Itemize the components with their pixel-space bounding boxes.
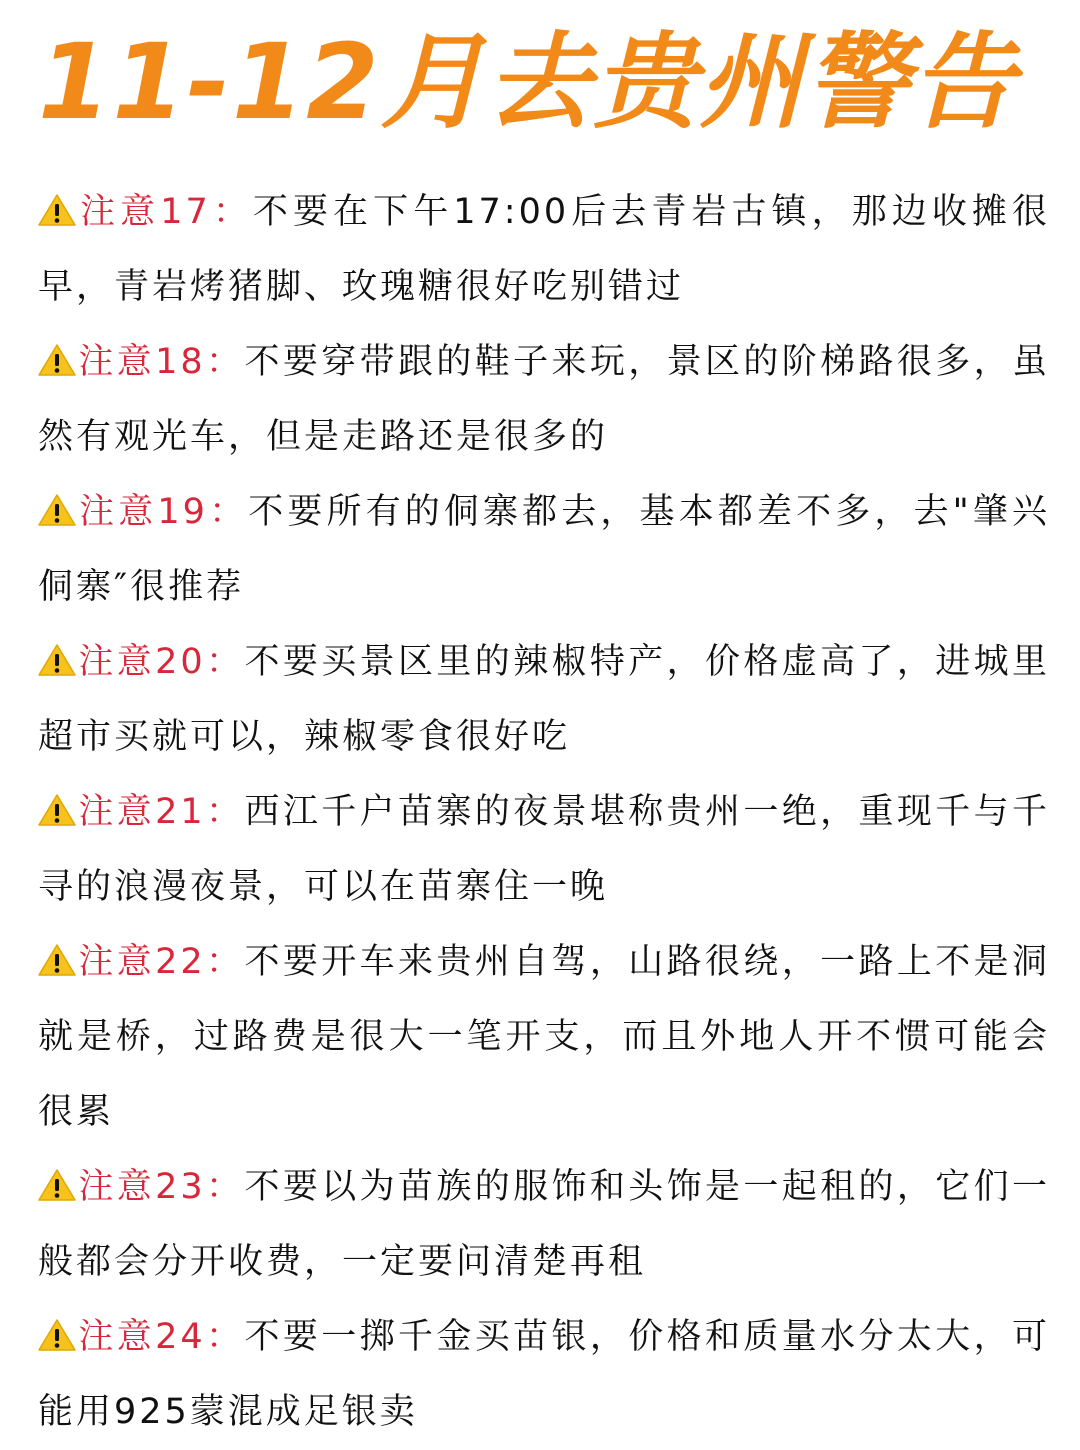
warning-icon bbox=[38, 494, 76, 526]
tip-label: 注意21： bbox=[78, 792, 245, 832]
tip-item bbox=[38, 925, 1050, 1150]
tip-label: 注意17： bbox=[78, 192, 253, 232]
tip-label: 注意24： bbox=[78, 1317, 245, 1357]
tip-text: 不要所有的侗寨都去，基本都差不多，去"肇兴侗寨″很推荐 bbox=[38, 492, 1050, 607]
tips-list bbox=[38, 175, 1050, 1450]
tip-text: 不要一掷千金买苗银，价格和质量水分太大，可能用925蒙混成足银卖 bbox=[38, 1317, 1050, 1432]
warning-icon bbox=[38, 344, 76, 376]
warning-icon bbox=[38, 794, 76, 826]
tip-text: 不要在下午17:00后去青岩古镇，那边收摊很早，青岩烤猪脚、玫瑰糖很好吃别错过 bbox=[38, 192, 1050, 307]
tip-item bbox=[38, 325, 1050, 475]
tip-label: 注意20： bbox=[78, 642, 245, 682]
warning-icon bbox=[38, 944, 76, 976]
tip-text: 不要买景区里的辣椒特产，价格虚高了，进城里超市买就可以，辣椒零食很好吃 bbox=[38, 642, 1050, 757]
warning-icon bbox=[38, 1319, 76, 1351]
warning-icon bbox=[38, 194, 76, 226]
tip-item bbox=[38, 475, 1050, 625]
tip-item bbox=[38, 175, 1050, 325]
tip-item bbox=[38, 775, 1050, 925]
tip-text: 不要以为苗族的服饰和头饰是一起租的，它们一般都会分开收费，一定要问清楚再租 bbox=[38, 1167, 1050, 1282]
tip-item bbox=[38, 1150, 1050, 1300]
tip-text: 不要穿带跟的鞋子来玩，景区的阶梯路很多，虽然有观光车，但是走路还是很多的 bbox=[38, 342, 1050, 457]
warning-icon bbox=[38, 644, 76, 676]
tip-label: 注意22： bbox=[78, 942, 245, 982]
tip-item bbox=[38, 1300, 1050, 1450]
tip-label: 注意23： bbox=[78, 1167, 245, 1207]
tip-text: 不要开车来贵州自驾，山路很绕，一路上不是洞就是桥，过路费是很大一笔开支，而且外地人开不惯可能会很累 bbox=[38, 942, 1050, 1132]
page-title: 11-12月去贵州警告 bbox=[38, 21, 1017, 143]
warning-icon bbox=[38, 1169, 76, 1201]
tip-label: 注意19： bbox=[78, 492, 249, 532]
tip-label: 注意18： bbox=[78, 342, 245, 382]
tip-item bbox=[38, 625, 1050, 775]
tip-text: 西江千户苗寨的夜景堪称贵州一绝，重现千与千寻的浪漫夜景，可以在苗寨住一晚 bbox=[38, 792, 1050, 907]
